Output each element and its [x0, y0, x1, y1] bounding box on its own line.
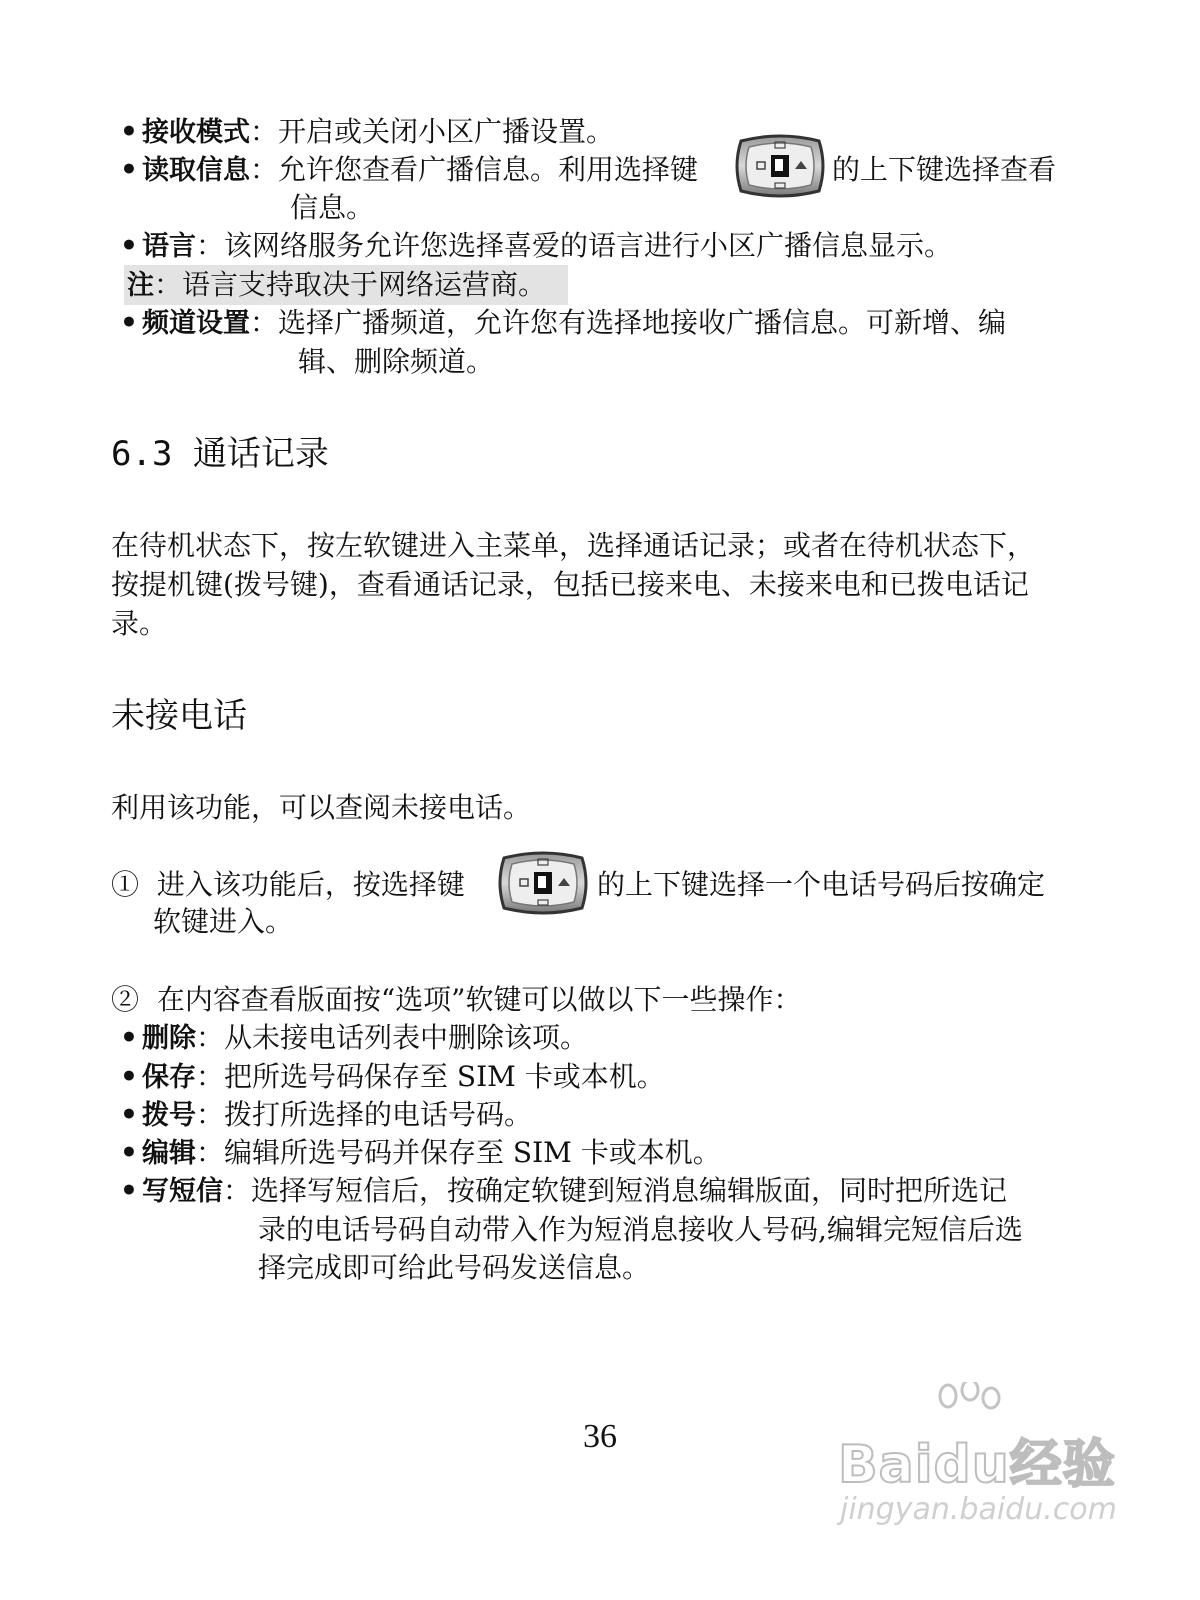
step-2-text: 在内容查看版面按“选项”软键可以做以下一些操作：: [156, 983, 802, 1016]
term-save: 保存: [142, 1062, 196, 1093]
desc-receive-mode: 开启或关闭小区广播设置。: [278, 115, 615, 148]
term-channel-settings: 频道设置: [142, 308, 250, 339]
step-1-text-cont: 软键进入。: [153, 905, 294, 938]
bullet-channel-settings: • 频道设置：选择广播频道，允许您有选择地接收广播信息。可新增、编: [120, 306, 1007, 339]
desc-edit: 编辑所选号码并保存至 SIM 卡或本机。: [224, 1136, 721, 1169]
bullet-delete: • 删除：从未接电话列表中删除该项。: [120, 1021, 589, 1054]
term-delete: 删除: [142, 1023, 196, 1054]
page-number: 36: [583, 1418, 617, 1455]
section-heading-call-log: [111, 432, 329, 476]
desc-write-sms: 选择写短信后，按确定软键到短消息编辑版面，同时把所选记: [251, 1174, 1008, 1207]
desc-read-info-part2: 的上下键选择查看: [832, 153, 1057, 186]
bullet-receive-mode: • 接收模式：开启或关闭小区广播设置。: [120, 115, 615, 148]
watermark-url: jingyan.baidu.com: [840, 1492, 1117, 1527]
call-log-para-line-2: 按提机键(拨号键)，查看通话记录，包括已接来电、未接来电和已拨电话记: [111, 568, 1029, 601]
desc-channel-settings-cont: 辑、删除频道。: [298, 345, 495, 378]
bullet-read-info: • 读取信息：允许您查看广播信息。利用选择键: [120, 153, 699, 186]
term-write-sms: 写短信: [142, 1176, 223, 1207]
note-line: 注：语言支持取决于网络运营商。: [127, 268, 547, 301]
call-log-para-line-3: 录。: [111, 607, 168, 640]
watermark-brand: Baidu经验: [838, 1435, 1116, 1495]
desc-save: 把所选号码保存至 SIM 卡或本机。: [224, 1060, 665, 1093]
desc-channel-settings: 选择广播频道，允许您有选择地接收广播信息。可新增、编: [278, 306, 1007, 339]
bullet-write-sms: • 写短信：选择写短信后，按确定软键到短消息编辑版面，同时把所选记: [120, 1174, 1008, 1207]
step-1: [111, 865, 465, 905]
baidu-watermark: [838, 1382, 1138, 1562]
call-log-para-line-1: 在待机状态下，按左软键进入主菜单，选择通话记录；或者在待机状态下，: [111, 529, 1036, 562]
section-number: 6.3: [111, 434, 173, 474]
desc-write-sms-cont-1: 录的电话号码自动带入作为短消息接收人号码,编辑完短信后选: [258, 1213, 1023, 1246]
bullet-save: • 保存：把所选号码保存至 SIM 卡或本机。: [120, 1060, 665, 1093]
desc-read-info-part1: 允许您查看广播信息。利用选择键: [278, 153, 699, 186]
step-2: [111, 980, 801, 1020]
step-2-number: ②: [111, 983, 140, 1016]
navigation-select-key-icon: [498, 850, 588, 916]
term-edit: 编辑: [142, 1138, 196, 1169]
step-1-number: ①: [111, 868, 140, 901]
desc-delete: 从未接电话列表中删除该项。: [224, 1021, 589, 1054]
desc-language: 该网络服务允许您选择喜爱的语言进行小区广播信息显示。: [224, 229, 953, 262]
section-title: 通话记录: [192, 434, 329, 474]
desc-write-sms-cont-2: 择完成即可给此号码发送信息。: [258, 1251, 651, 1284]
step-1-text-part1: 进入该功能后，按选择键: [156, 868, 465, 901]
subheading-missed-calls: 未接电话: [111, 696, 247, 736]
desc-dial: 拨打所选择的电话号码。: [224, 1098, 533, 1131]
term-receive-mode: 接收模式: [142, 117, 250, 148]
term-read-info: 读取信息: [142, 155, 250, 186]
bullet-dial: • 拨号：拨打所选择的电话号码。: [120, 1098, 533, 1131]
step-1-text-part2: 的上下键选择一个电话号码后按确定: [597, 868, 1046, 901]
term-language: 语言: [142, 231, 196, 262]
term-dial: 拨号: [142, 1100, 196, 1131]
bullet-language: • 语言：该网络服务允许您选择喜爱的语言进行小区广播信息显示。: [120, 229, 953, 262]
bullet-edit: • 编辑：编辑所选号码并保存至 SIM 卡或本机。: [120, 1136, 721, 1169]
navigation-select-key-icon: [735, 133, 825, 199]
missed-calls-intro: 利用该功能，可以查阅未接电话。: [111, 791, 532, 824]
desc-read-info-cont: 信息。: [290, 191, 375, 224]
note-term: 注: [127, 270, 154, 301]
note-text: 语言支持取决于网络运营商。: [182, 268, 547, 301]
